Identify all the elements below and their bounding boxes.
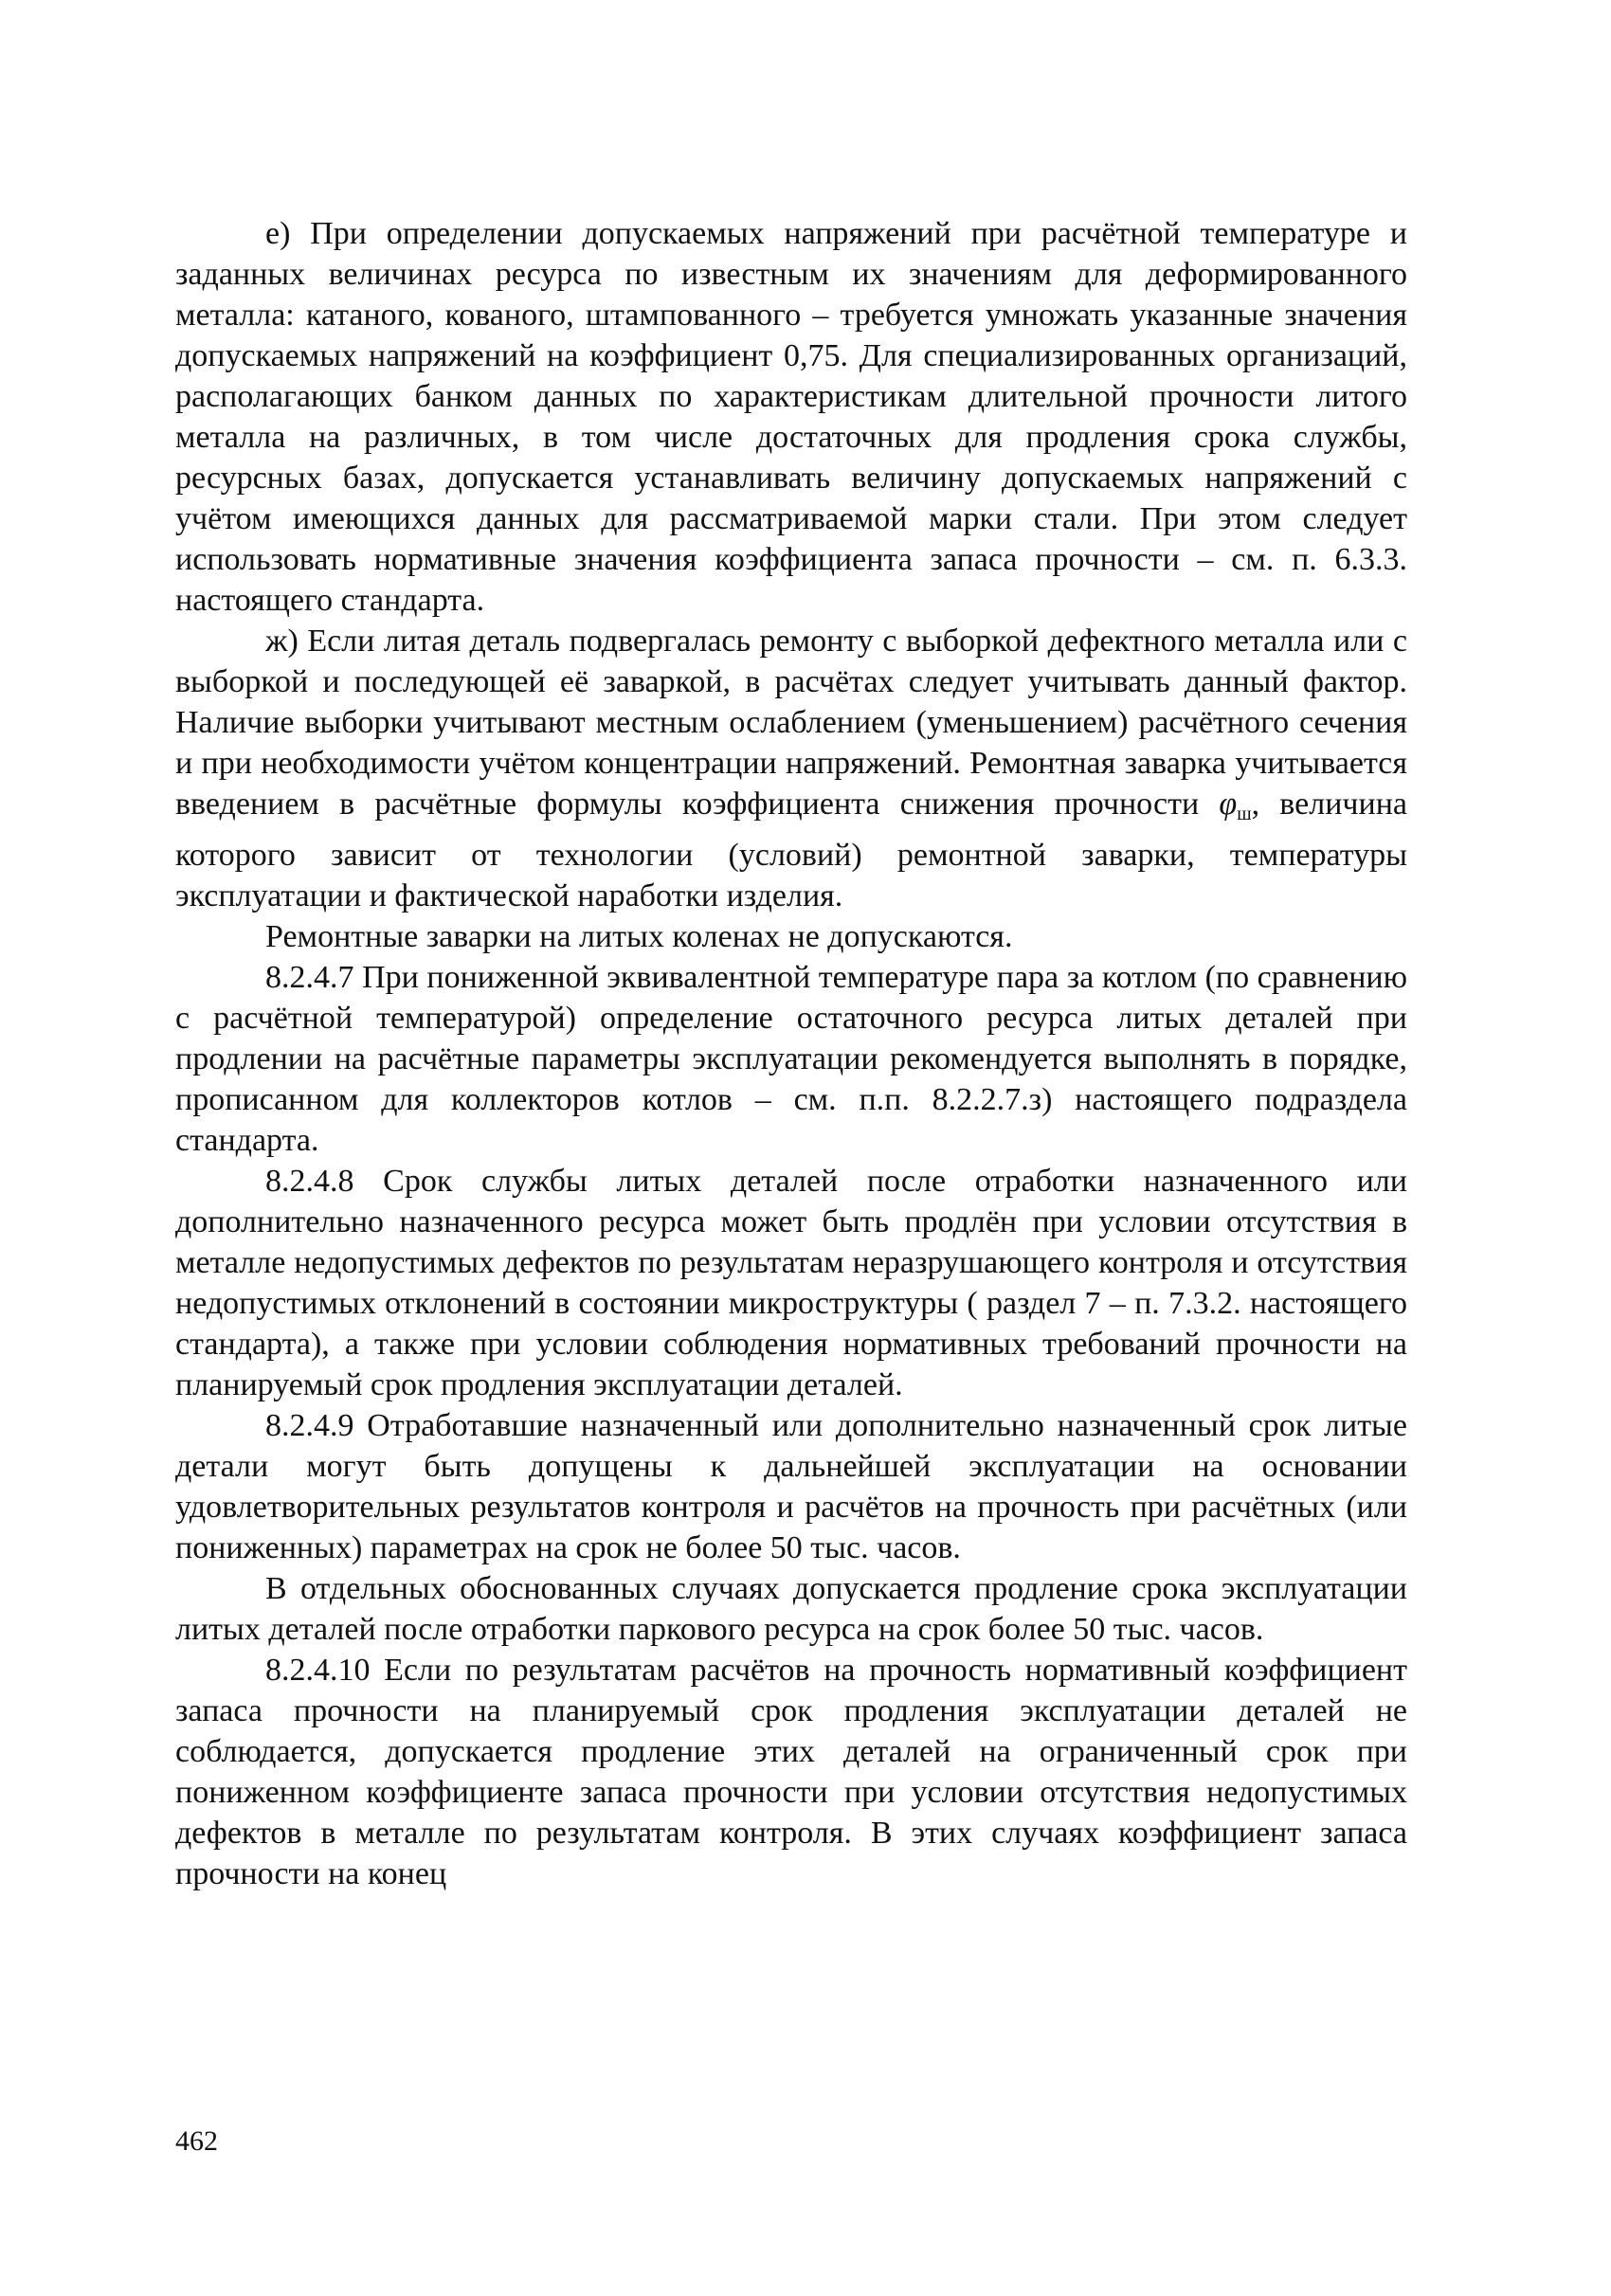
paragraph-repair-note: Ремонтные заварки на литых коленах не допускаются. (265, 919, 1013, 954)
paragraph-zh (175, 621, 1407, 916)
body-text (175, 213, 1407, 1894)
page-number: 462 (175, 2125, 218, 2157)
paragraph-8-2-4-8: 8.2.4.8 Срок службы литых деталей после отработки назначенного или дополнительно назначенного ресурса может быть продлён при условии отсутствия в металле недопустимых дефектов по результатам неразрушающего контроля и отсутствия недопустимых отклонений в состоянии микроструктуры ( раздел 7 – п. 7.3.2. настоящего стандарта), а также при условии соблюдения нормативных требований прочности на планируемый срок продления эксплуатации деталей. (175, 1164, 1407, 1402)
paragraph-e: е) При определении допускаемых напряжений при расчётной температуре и заданных величинах ресурса по известным их значениям для деформированного металла: катаного, кованого, штампованного – требуется умножать указанные значения допускаемых напряжений на коэффициент 0,75. Для специализированных организаций, располагающих банком данных по характеристикам длительной прочности литого металла на различных, в том числе достаточных для продления срока службы, ресурсных базах, допускается устанавливать величину допускаемых напряжений с учётом имеющихся данных для рассматриваемой марки стали. При этом следует использовать нормативные значения коэффициента запаса прочности – см. п. 6.3.3. настоящего стандарта. (175, 216, 1407, 618)
paragraph-special-cases: В отдельных обоснованных случаях допускается продление срока эксплуатации литых деталей после отработки паркового ресурса на срок более 50 тыс. часов. (175, 1571, 1407, 1647)
paragraph-zh-text-after: , величина которого зависит от технологии (условий) ремонтной заварки, температуры эксплуатации и фактической наработки изделия. (175, 786, 1407, 913)
paragraph-8-2-4-7: 8.2.4.7 При пониженной эквивалентной температуре пара за котлом (по сравнению с расчётной температурой) определение остаточного ресурса литых деталей при продлении на расчётные параметры эксплуатации рекомендуется выполнять в порядке, прописанном для коллекторов котлов – см. п.п. 8.2.2.7.з) настоящего подраздела стандарта. (175, 960, 1407, 1158)
phi-subscript: ш (1237, 804, 1252, 824)
phi-symbol: φ (1219, 786, 1238, 822)
paragraph-8-2-4-10: 8.2.4.10 Если по результатам расчётов на прочность нормативный коэффициент запаса прочности на планируемый срок продления эксплуатации деталей не соблюдается, допускается продление этих деталей на ограниченный срок при пониженном коэффициенте запаса прочности при условии отсутствия недопустимых дефектов в металле по результатам контроля. В этих случаях коэффициент запаса прочности на конец (175, 1653, 1407, 1891)
paragraph-8-2-4-9: 8.2.4.9 Отработавшие назначенный или дополнительно назначенный срок литые детали могут быть допущены к дальнейшей эксплуатации на основании удовлетворительных результатов контроля и расчётов на прочность при расчётных (или пониженных) параметрах на срок не более 50 тыс. часов. (175, 1408, 1407, 1565)
paragraph-zh-text-before: ж) Если литая деталь подвергалась ремонту с выборкой дефектного металла или с выборкой и последующей её заваркой, в расчётах следует учитывать данный фактор. Наличие выборки учитывают местным ослаблением (уменьшением) расчётного сечения и при необходимости учётом концентрации напряжений. Ремонтная заварка учитывается введением в расчётные формулы коэффициента снижения прочности (175, 624, 1407, 822)
